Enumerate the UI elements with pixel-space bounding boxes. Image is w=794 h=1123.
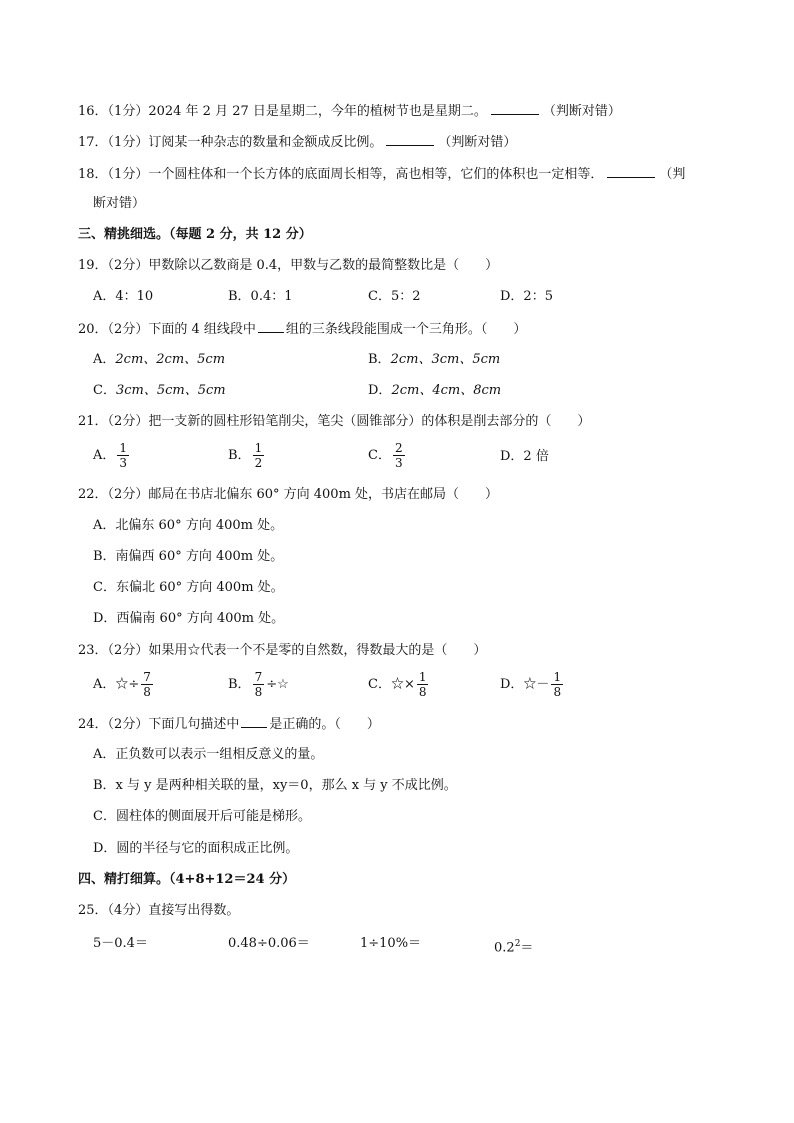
q20-a-label: A． xyxy=(93,352,116,367)
q23-c-num: 1 xyxy=(418,670,427,684)
q20-option-c[interactable] xyxy=(93,382,226,400)
q20-b-text: 2cm、3cm、5cm xyxy=(390,352,501,367)
q20-c-text: 3cm、5cm、5cm xyxy=(115,383,226,398)
q23-b-post: ÷☆ xyxy=(266,677,289,692)
q19-option-a[interactable]: A．4：10 xyxy=(93,289,154,304)
section-3-heading: 三、精挑细选。（每题 2 分，共 12 分） xyxy=(78,227,312,242)
q23-b-num: 7 xyxy=(254,670,263,684)
q21-a-fraction xyxy=(117,441,129,470)
q17-text: 17．（1分）订阅某一种杂志的数量和金额成反比例。 xyxy=(78,135,383,150)
section-4-heading: 四、精打细算。（4+8+12＝24 分） xyxy=(78,872,296,887)
q22-option-a[interactable]: A．北偏东 60° 方向 400m 处。 xyxy=(93,518,284,533)
q24-stem-b: 是正确的。（ ） xyxy=(269,717,380,732)
question-17 xyxy=(78,133,516,152)
question-18 xyxy=(78,165,685,184)
q20-a-text: 2cm、2cm、5cm xyxy=(115,352,226,367)
q25-item-1: 5－0.4＝ xyxy=(93,936,148,951)
question-20 xyxy=(78,320,526,339)
q19-option-c[interactable]: C．5：2 xyxy=(368,289,421,304)
q24-stem-a: 24．（2分）下面几句描述中 xyxy=(78,717,240,732)
q23-option-d[interactable] xyxy=(500,670,565,699)
q17-answer-blank[interactable] xyxy=(386,133,434,146)
q23-a-den: 8 xyxy=(143,685,151,699)
q21-a-num: 1 xyxy=(119,441,128,455)
q24-blank[interactable] xyxy=(241,715,267,728)
question-23: 23．（2分）如果用☆代表一个不是零的自然数，得数最大的是（ ） xyxy=(78,643,487,658)
q21-c-num: 2 xyxy=(394,441,403,455)
q18-continuation: 断对错） xyxy=(93,196,146,211)
q23-d-num: 1 xyxy=(553,670,562,684)
q23-option-b[interactable] xyxy=(228,670,289,699)
q24-option-c[interactable]: C．圆柱体的侧面展开后可能是梯形。 xyxy=(93,809,311,824)
question-19: 19．（2分）甲数除以乙数商是 0.4，甲数与乙数的最简整数比是（ ） xyxy=(78,258,499,273)
q25-item-4-exponent: 2 xyxy=(514,939,521,949)
q16-suffix: （判断对错） xyxy=(542,104,621,119)
q18-text: 18．（1分）一个圆柱体和一个长方体的底面周长相等，高也相等，它们的体积也一定相等． xyxy=(78,167,604,182)
question-16 xyxy=(78,102,621,121)
q16-text: 16．（1分）2024 年 2 月 27 日是星期二，今年的植树节也是星期二。 xyxy=(78,104,487,119)
q20-stem-b: 组的三条线段能围成一个三角形。（ ） xyxy=(285,322,527,337)
q20-c-label: C． xyxy=(93,383,116,398)
q25-item-3: 1÷10%＝ xyxy=(360,936,422,951)
q21-a-label: A． xyxy=(93,448,116,463)
q20-stem-a: 20．（2分）下面的 4 组线段中 xyxy=(78,322,256,337)
q23-d-fraction xyxy=(551,670,563,699)
q24-option-a[interactable]: A．正负数可以表示一组相反意义的量。 xyxy=(93,747,324,762)
q25-item-2: 0.48÷0.06＝ xyxy=(228,936,310,951)
q21-c-den: 3 xyxy=(394,456,403,470)
q19-option-d[interactable]: D．2：5 xyxy=(500,289,553,304)
q25-item-4 xyxy=(494,935,533,957)
q21-option-a[interactable] xyxy=(93,441,131,470)
q25-item-4-base: 0.2 xyxy=(494,940,515,956)
q23-option-a[interactable] xyxy=(93,670,155,699)
q21-option-b[interactable] xyxy=(228,441,266,470)
q19-option-b[interactable]: B．0.4：1 xyxy=(228,289,293,304)
q23-a-num: 7 xyxy=(143,670,151,684)
q23-option-c[interactable] xyxy=(368,670,430,699)
q23-b-fraction xyxy=(253,670,265,699)
q17-suffix: （判断对错） xyxy=(438,135,517,150)
q21-b-num: 1 xyxy=(254,441,263,455)
q23-c-den: 8 xyxy=(418,685,427,699)
q20-b-label: B． xyxy=(368,352,391,367)
q23-c-fraction xyxy=(417,670,429,699)
question-21: 21．（2分）把一支新的圆柱形铅笔削尖，笔尖（圆锥部分）的体积是削去部分的（ ） xyxy=(78,414,591,429)
q20-d-text: 2cm、4cm、8cm xyxy=(391,383,502,398)
q22-option-b[interactable]: B．南偏西 60° 方向 400m 处。 xyxy=(93,549,284,564)
q20-option-b[interactable] xyxy=(368,351,500,369)
q22-option-d[interactable]: D．西偏南 60° 方向 400m 处。 xyxy=(93,611,285,626)
q23-c-pre: C．☆× xyxy=(368,677,415,692)
q21-c-label: C． xyxy=(368,448,391,463)
q23-b-den: 8 xyxy=(254,685,263,699)
q18-answer-blank[interactable] xyxy=(607,165,655,178)
q21-b-den: 2 xyxy=(254,456,263,470)
q24-option-b[interactable]: B．x 与 y 是两种相关联的量，xy＝0，那么 x 与 y 不成比例。 xyxy=(93,778,457,793)
q21-a-den: 3 xyxy=(119,456,128,470)
q23-b-pre: B． xyxy=(228,677,251,692)
q22-option-c[interactable]: C．东偏北 60° 方向 400m 处。 xyxy=(93,580,284,595)
q16-answer-blank[interactable] xyxy=(491,102,539,115)
q25-item-4-equals: ＝ xyxy=(520,940,534,956)
q20-option-d[interactable] xyxy=(368,382,501,400)
q23-d-den: 8 xyxy=(553,685,562,699)
q21-b-label: B． xyxy=(228,448,251,463)
q23-d-pre: D．☆－ xyxy=(500,677,550,692)
question-22: 22．（2分）邮局在书店北偏东 60° 方向 400m 处，书店在邮局（ ） xyxy=(78,487,499,502)
q21-c-fraction xyxy=(393,441,405,470)
q21-option-c[interactable] xyxy=(368,441,407,470)
q20-d-label: D． xyxy=(368,383,392,398)
q21-b-fraction xyxy=(253,441,265,470)
question-24 xyxy=(78,715,380,734)
q24-option-d[interactable]: D．圆的半径与它的面积成正比例。 xyxy=(93,841,299,856)
q21-option-d[interactable]: D．2 倍 xyxy=(500,449,549,464)
q20-blank[interactable] xyxy=(258,320,284,333)
q23-a-fraction xyxy=(141,670,153,699)
q23-a-pre: A．☆÷ xyxy=(93,677,140,692)
q18-suffix: （判 xyxy=(659,167,686,182)
question-25: 25．（4分）直接写出得数。 xyxy=(78,903,240,918)
q20-option-a[interactable] xyxy=(93,351,225,369)
